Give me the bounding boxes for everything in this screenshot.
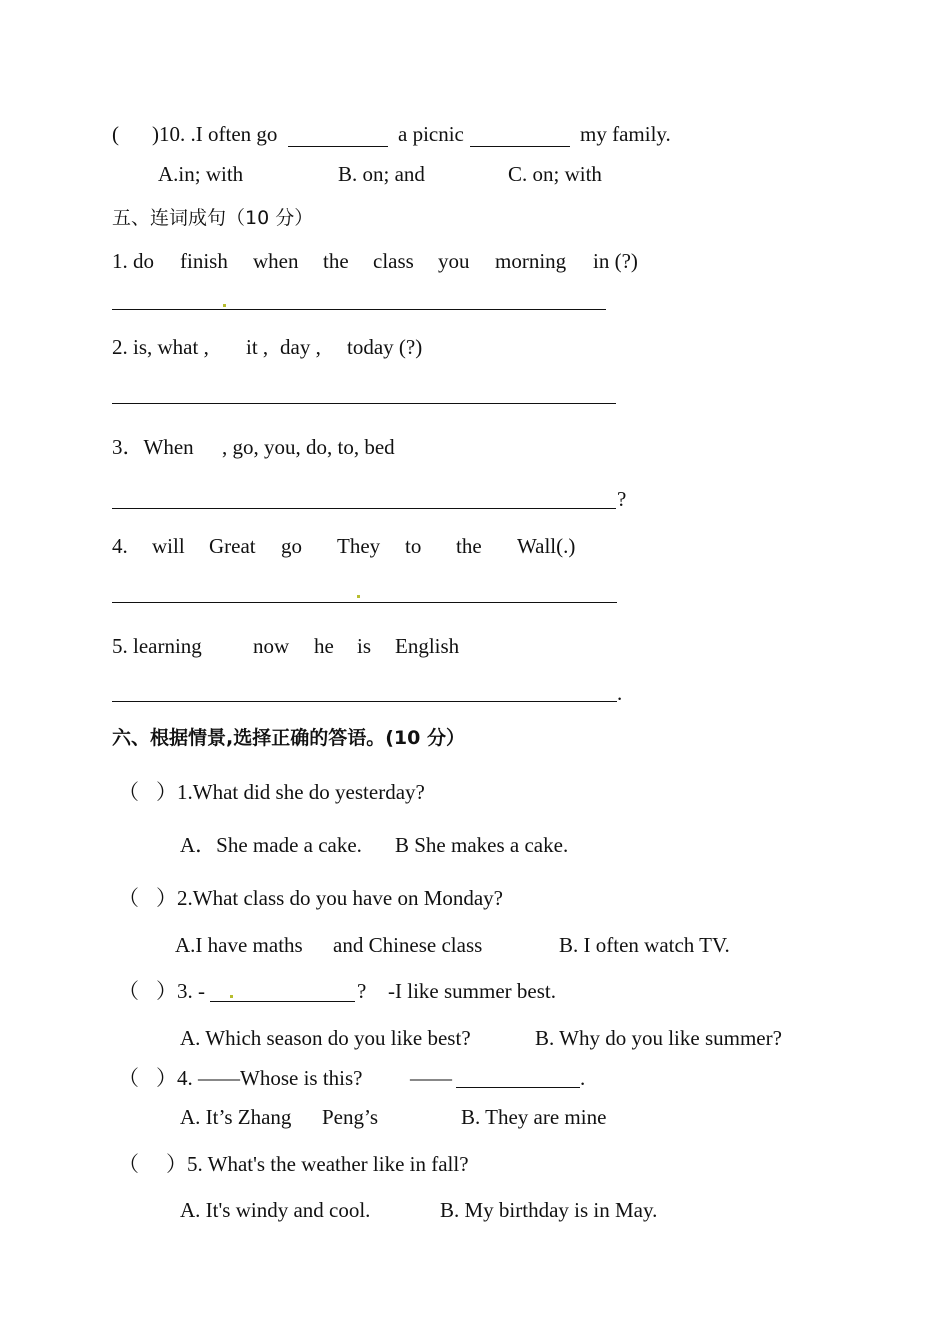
q10-blank-1[interactable] — [288, 146, 388, 147]
s5-item5-word: English — [395, 634, 460, 658]
s5-item4-word: the — [456, 534, 482, 558]
s6-q2-option-a: A.I have maths — [175, 933, 303, 957]
s5-item4-word: They — [337, 534, 381, 558]
s6-q3-answer: -I like summer best. — [388, 979, 556, 1003]
s5-item2-word: it , — [246, 335, 269, 359]
s5-item2-word: 2. is, what , — [112, 335, 209, 359]
s5-item1-answer-line[interactable] — [112, 309, 606, 310]
s5-item5-word: he — [314, 634, 334, 658]
q10-stem: )10. .I often go — [152, 122, 278, 146]
s5-item4-answer-line[interactable] — [112, 602, 617, 603]
s6-q4-stem: ）4. ——Whose is this? — [156, 1066, 363, 1090]
s5-item5-end-mark: . — [617, 681, 623, 705]
s6-q1-paren: （ — [118, 780, 139, 804]
q10-option-c: C. on; with — [508, 162, 602, 186]
s5-item5-word: now — [253, 634, 290, 658]
s5-item3-answer-line[interactable] — [112, 508, 616, 509]
scan-dot — [223, 304, 226, 307]
s5-item1-word: morning — [495, 249, 567, 273]
s6-q3-stem-end: ? — [357, 979, 367, 1003]
q10-stem-end: my family. — [580, 122, 671, 146]
s5-item1-word: the — [323, 249, 349, 273]
s5-item3-end-mark: ? — [617, 487, 627, 511]
q10-stem-mid: a picnic — [398, 122, 464, 146]
s6-q3-paren: （ — [118, 979, 139, 1003]
s5-item3-word: 3．When — [112, 435, 194, 459]
s5-item1-word: you — [438, 249, 470, 273]
s5-item4-word: go — [281, 534, 302, 558]
s5-item4-word: Wall(.) — [517, 534, 576, 558]
s5-item1-word: 1. do — [112, 249, 154, 273]
s6-q1-stem: ）1.What did she do yesterday? — [156, 780, 425, 804]
s5-item5-answer-line[interactable] — [112, 701, 617, 702]
s6-q3-stem: ）3. - — [156, 979, 205, 1003]
s5-item1-word: when — [253, 249, 299, 273]
s6-q4-paren: （ — [118, 1066, 139, 1090]
q10-blank-2[interactable] — [470, 146, 570, 147]
s6-q4-end: . — [580, 1066, 586, 1090]
s5-item1-word: in (?) — [593, 249, 638, 273]
q10-paren-open: ( — [112, 122, 119, 146]
s6-q5-stem: ）5. What's the weather like in fall? — [166, 1152, 469, 1176]
s5-item4-word: will — [152, 534, 185, 558]
q10-option-b: B. on; and — [338, 162, 425, 186]
s6-q4-option-b: B. They are mine — [461, 1105, 607, 1129]
s5-item4-word: 4. — [112, 534, 128, 558]
s5-item4-word: to — [405, 534, 422, 558]
s6-q1-option-a: A．She made a cake. — [180, 833, 362, 857]
s6-q2-paren: （ — [118, 886, 139, 910]
s5-item5-word: is — [357, 634, 372, 658]
q10-option-a: A.in; with — [158, 162, 244, 186]
s6-q5-option-a: A. It's windy and cool. — [180, 1198, 371, 1222]
s6-q1-option-b: B She makes a cake. — [395, 833, 569, 857]
s6-q2-stem: ）2.What class do you have on Monday? — [156, 886, 504, 910]
s6-q4-option-a2: Peng’s — [322, 1105, 379, 1129]
s5-item1-word: class — [373, 249, 414, 273]
s6-q4-option-a: A. It’s Zhang — [180, 1105, 292, 1129]
scan-dot — [357, 595, 360, 598]
s5-item2-word: day , — [280, 335, 321, 359]
s6-q3-option-b: B. Why do you like summer? — [535, 1026, 782, 1050]
s5-item4-word: Great — [209, 534, 256, 558]
s5-item1-word: finish — [180, 249, 228, 273]
section6-title: 六、根据情景,选择正确的答语。(10 分） — [112, 727, 465, 749]
s6-q4-blank[interactable] — [456, 1087, 580, 1088]
section5-title: 五、连词成句（10 分） — [112, 207, 314, 229]
s5-item2-answer-line[interactable] — [112, 403, 616, 404]
s6-q3-option-a: A. Which season do you like best? — [180, 1026, 471, 1050]
s6-q5-option-b: B. My birthday is in May. — [440, 1198, 658, 1222]
s5-item5-word: 5. learning — [112, 634, 202, 658]
scan-dot — [230, 995, 233, 998]
s6-q5-paren: （ — [118, 1152, 139, 1176]
s5-item3-word: , go, you, do, to, bed — [222, 435, 395, 459]
s6-q4-dash: —— — [410, 1066, 452, 1090]
s6-q2-option-b: B. I often watch TV. — [559, 933, 730, 957]
s6-q2-option-a2: and Chinese class — [333, 933, 483, 957]
s5-item2-word: today (?) — [347, 335, 423, 359]
s6-q3-blank[interactable] — [210, 1001, 355, 1002]
